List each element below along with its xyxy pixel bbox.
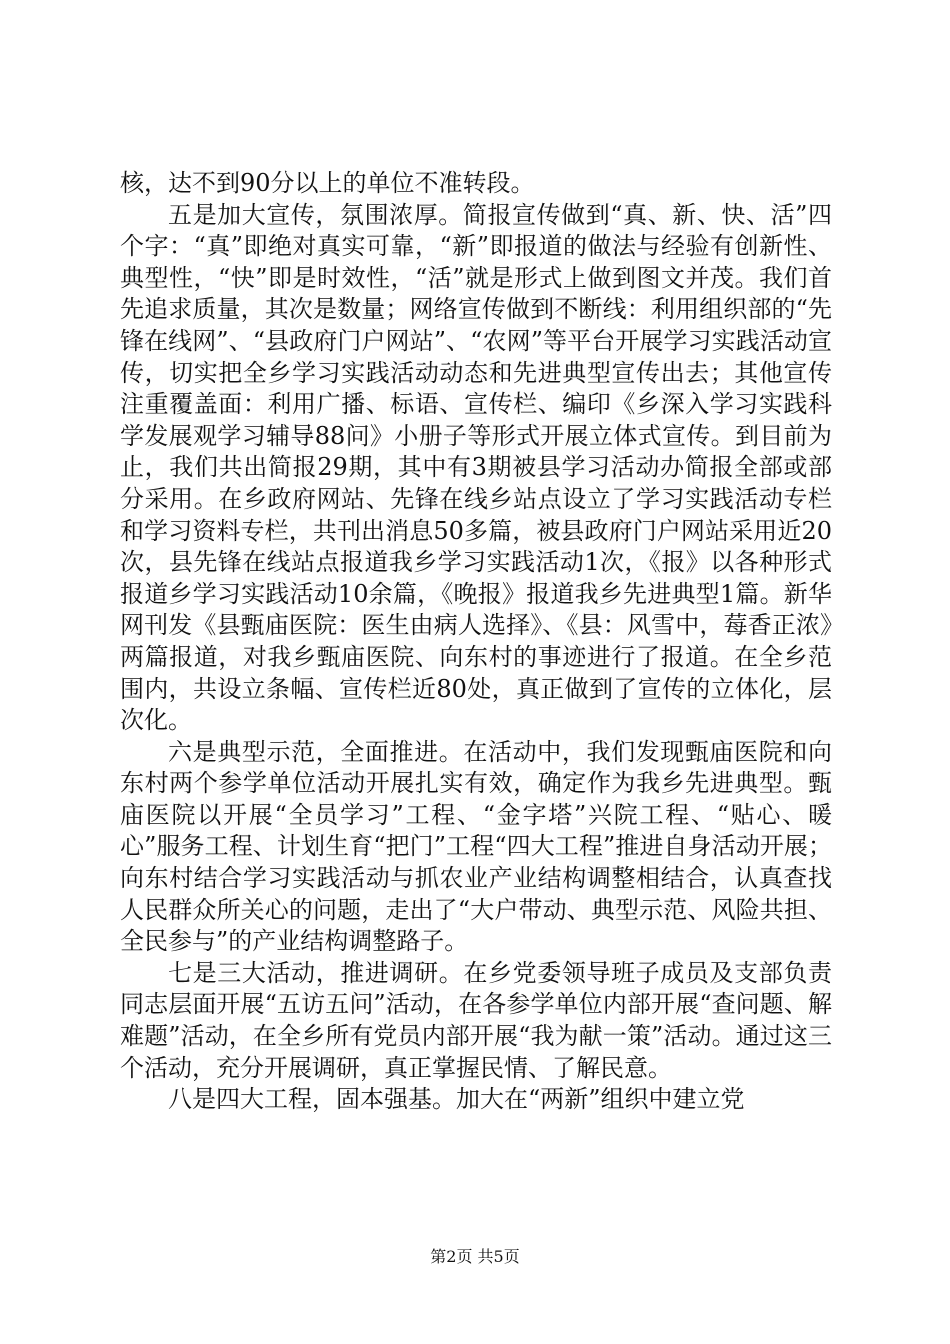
paragraph-4: 七是三大活动，推进调研。在乡党委领导班子成员及支部负责同志层面开展“五访五问”活动，在各参学单位内部开展“查问题、解难题”活动，在全乡所有党员内部开展“我为献一策”活动。通过这三个活动，充分开展调研，真正掌握民情、了解民意。: [120, 958, 832, 1082]
paragraph-3: 六是典型示范，全面推进。在活动中，我们发现甄庙医院和向东村两个参学单位活动开展扎实有效，确定作为我乡先进典型。甄庙医院以开展“全员学习”工程、“金字塔”兴院工程、“贴心、暖心”服务工程、计划生育“把门”工程“四大工程”推进自身活动开展；向东村结合学习实践活动与抓农业产业结构调整相结合，认真查找人民群众所关心的问题，走出了“大户带动、典型示范、风险共担、全民参与”的产业结构调整路子。: [120, 737, 832, 956]
paragraph-5: 八是四大工程，固本强基。加大在“两新”组织中建立党: [168, 1085, 745, 1114]
paragraph-2: 五是加大宣传，氛围浓厚。简报宣传做到“真、新、快、活”四个字：“真”即绝对真实可靠，“新”即报道的做法与经验有创新性、典型性，“快”即是时效性，“活”就是形式上做到图文并茂。我们首先追求质量，其次是数量；网络宣传做到不断线：利用组织部的“先锋在线网”、“县政府门户网站”、“农网”等平台开展学习实践活动宣传，切实把全乡学习实践活动动态和先进典型宣传出去；其他宣传注重覆盖面：利用广播、标语、宣传栏、编印《乡深入学习实践科学发展观学习辅导88问》小册子等形式开展立体式宣传。到目前为止，我们共出简报29期，其中有3期被县学习活动办简报全部或部分采用。在乡政府网站、先锋在线乡站点设立了学习实践活动专栏和学习资料专栏，共刊出消息50多篇，被县政府门户网站采用近20次，县先锋在线站点报道我乡学习实践活动1次，《报》以各种形式报道乡学习实践活动10余篇，《晚报》报道我乡先进典型1篇。新华网刊发《县甄庙医院：医生由病人选择》、《县：风雪中，莓香正浓》两篇报道，对我乡甄庙医院、向东村的事迹进行了报道。在全乡范围内，共设立条幅、宣传栏近80处，真正做到了宣传的立体化，层次化。: [120, 200, 832, 735]
page-number-footer: 第2页 共5页: [430, 1247, 520, 1266]
document-body: [120, 168, 832, 1116]
paragraph-1: 核，达不到90分以上的单位不准转段。: [120, 169, 535, 197]
